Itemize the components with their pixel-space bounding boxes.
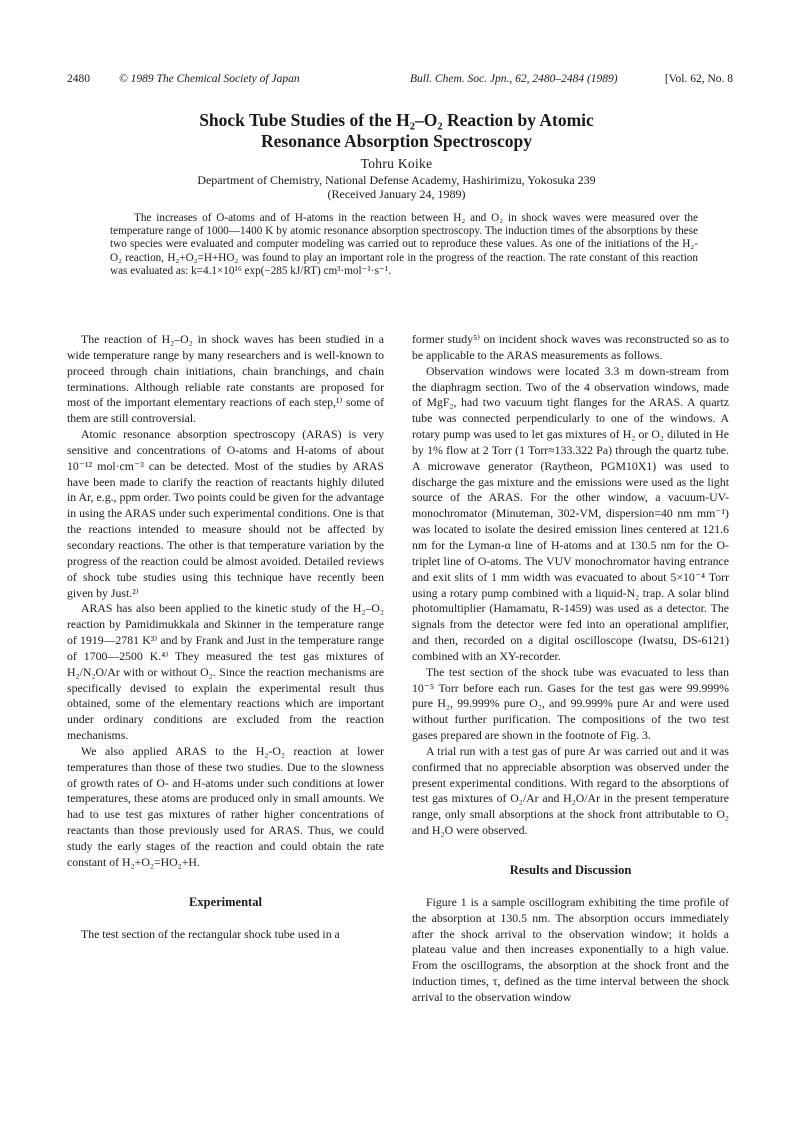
left-column bbox=[67, 332, 384, 942]
paragraph: A trial run with a test gas of pure Ar was carried out and it was confirmed that no appreciable absorption was observed under the present experimental conditions. With regard to the absorptions of test gas mixtures of O₂/Ar and H₂O/Ar in the present temperature range, only small absorptions at the shock front attributable to O₂ and H₂O were observed. bbox=[412, 743, 729, 838]
paragraph: We also applied ARAS to the H₂-O₂ reaction at lower temperatures than those of these two studies. Due to the slowness of growth rates of O- and H-atoms under such conditions at lower temperatures, these atoms are produced only in small amounts. We had to use test gas mixtures of rather higher concentrations of reactants than those previously used for ARAS. Thus, we could study the early stages of the reaction and could obtain the rate constant of H₂+O₂=HO₂+H. bbox=[67, 743, 384, 869]
affiliation-block bbox=[80, 173, 713, 201]
spacer bbox=[412, 879, 729, 895]
right-column bbox=[412, 332, 729, 1006]
volume-issue: [Vol. 62, No. 8 bbox=[664, 73, 733, 85]
spacer bbox=[412, 839, 729, 863]
received-date: (Received January 24, 1989) bbox=[327, 187, 466, 201]
title-line-2: Resonance Absorption Spectroscopy bbox=[261, 131, 532, 151]
affiliation: Department of Chemistry, National Defense Academy, Hashirimizu, Yokosuka 239 bbox=[197, 173, 596, 187]
copyright-notice: © 1989 The Chemical Society of Japan bbox=[119, 73, 300, 85]
title-line-1: Shock Tube Studies of the H₂–O₂ Reaction by Atomic bbox=[199, 110, 594, 130]
spacer bbox=[67, 911, 384, 927]
paragraph: former study⁵⁾ on incident shock waves was reconstructed so as to be applicable to the ARAS measurements as follows. bbox=[412, 332, 729, 362]
section-heading-results: Results and Discussion bbox=[509, 863, 632, 877]
paragraph: Atomic resonance absorption spectroscopy (ARAS) is very sensitive and concentrations of O-atoms and H-atoms of about 10⁻¹² mol·cm⁻³ can be detected. Most of the studies by ARAS have been made to clarify the reaction of reactants highly diluted in Ar, e.g., ppm order. Two points could be given for the advantage in using the ARAS under such experimental conditions. One is that the reactions intended to measure should not be affected by secondary reactions. The other is that temperature variation by the progress of the reaction could be almost avoided. Detailed reviews of shock tube studies using this technique have recently been given by Just.²⁾ bbox=[67, 427, 384, 600]
running-header bbox=[67, 73, 733, 89]
spacer bbox=[67, 871, 384, 895]
author-name: Tohru Koike bbox=[360, 156, 433, 171]
abstract: The increases of O-atoms and of H-atoms in the reaction between H₂ and O₂ in shock waves were measured over the temperature range of 1000—1400 K by atomic resonance absorption spectroscopy. The induction times of the absorptions by these two species were evaluated and computer modeling was carried out to reproduce these values. As one of the initiations of the H₂-O₂ reaction, H₂+O₂=H+HO₂ was found to play an important role in the progress of the reaction. The rate constant of this reaction was evaluated as: k=4.1×10¹⁶ exp(−285 kJ/RT) cm³·mol⁻¹·s⁻¹. bbox=[110, 212, 698, 277]
page-number: 2480 bbox=[67, 73, 90, 85]
paragraph: The test section of the shock tube was evacuated to less than 10⁻⁵ Torr before each run. Gases for the test gas were 99.999% pure H₂, 99.999% pure O₂, and 99.999% pure Ar and were used without further purification. The compositions of the two test gases prepared are shown in the footnote of Fig. 3. bbox=[412, 664, 729, 743]
journal-citation: Bull. Chem. Soc. Jpn., 62, 2480–2484 (1989) bbox=[410, 73, 618, 85]
paragraph: Observation windows were located 3.3 m down-stream from the diaphragm section. Two of the 4 observation windows, made of MgF₂, had two vacuum tight flanges for the ARAS. A quartz tube was connected perpendicularly to one of the windows. A rotary pump was used to let gas mixtures of H₂ or O₂ diluted in He by 1% flow at 2 Torr (1 Torr≈133.322 Pa) through the quartz tube. A microwave generator (Raytheon, PGM10X1) was used to discharge the gas mixture and the emissions were used as the light source of the ARAS. For the other window, a vacuum-UV-monochromator (Minuteman, 302-VM, dispersion=40 nm mm⁻¹) was located to isolate the desired emission lines centered at 121.6 nm for the Lyman-α line of H-atoms and at 130.5 nm for the O-triplet line of O-atoms. The VUV monochromator having entrance and exit slits of 1 mm width was evacuated to about 5×10⁻⁴ Torr using a rotary pump combined with a liquid-N₂ trap. A solar blind photomultiplier (Hamamatu, R-1459) was used as a detector. The signals from the detector were fed into an operational amplifier, and then, recorded on a digital oscilloscope (Iwatsu, DS-6121) combined with an XY-recorder. bbox=[412, 363, 729, 663]
paragraph: Figure 1 is a sample oscillogram exhibiting the time profile of the absorption at 130.5 nm. The absorption occurs immediately after the shock arrival to the observation window; it holds a plateau value and then increases exponentially to a high value. From the oscillograms, the absorption at the shock front and the induction times, τ, defined as the time interval between the shock arrival to the observation window bbox=[412, 894, 729, 1004]
paragraph: ARAS has also been applied to the kinetic study of the H₂–O₂ reaction by Pamidimukkala and Skinner in the temperature range of 1919—2781 K³⁾ and by Frank and Just in the temperature range of 1700—2500 K.⁴⁾ They measured the test gas mixtures of H₂/N₂O/Ar with or without O₂. Since the reaction mechanisms are specifically devised to explain the experimental result thus obtained, some of the elementary reactions which are important under ordinary conditions are excluded from the reaction mechanisms. bbox=[67, 601, 384, 743]
article-title bbox=[80, 110, 713, 152]
paragraph: The test section of the rectangular shock tube used in a bbox=[81, 926, 340, 941]
section-heading-experimental: Experimental bbox=[189, 894, 262, 909]
paragraph: The reaction of H₂–O₂ in shock waves has been studied in a wide temperature range by many researchers and is well-known to proceed through chain initiations, chain branchings, and chain terminations. Although reliable rate constants are proposed for most of the important elementary reactions of each step,¹⁾ some of them are still controversial. bbox=[67, 332, 384, 426]
